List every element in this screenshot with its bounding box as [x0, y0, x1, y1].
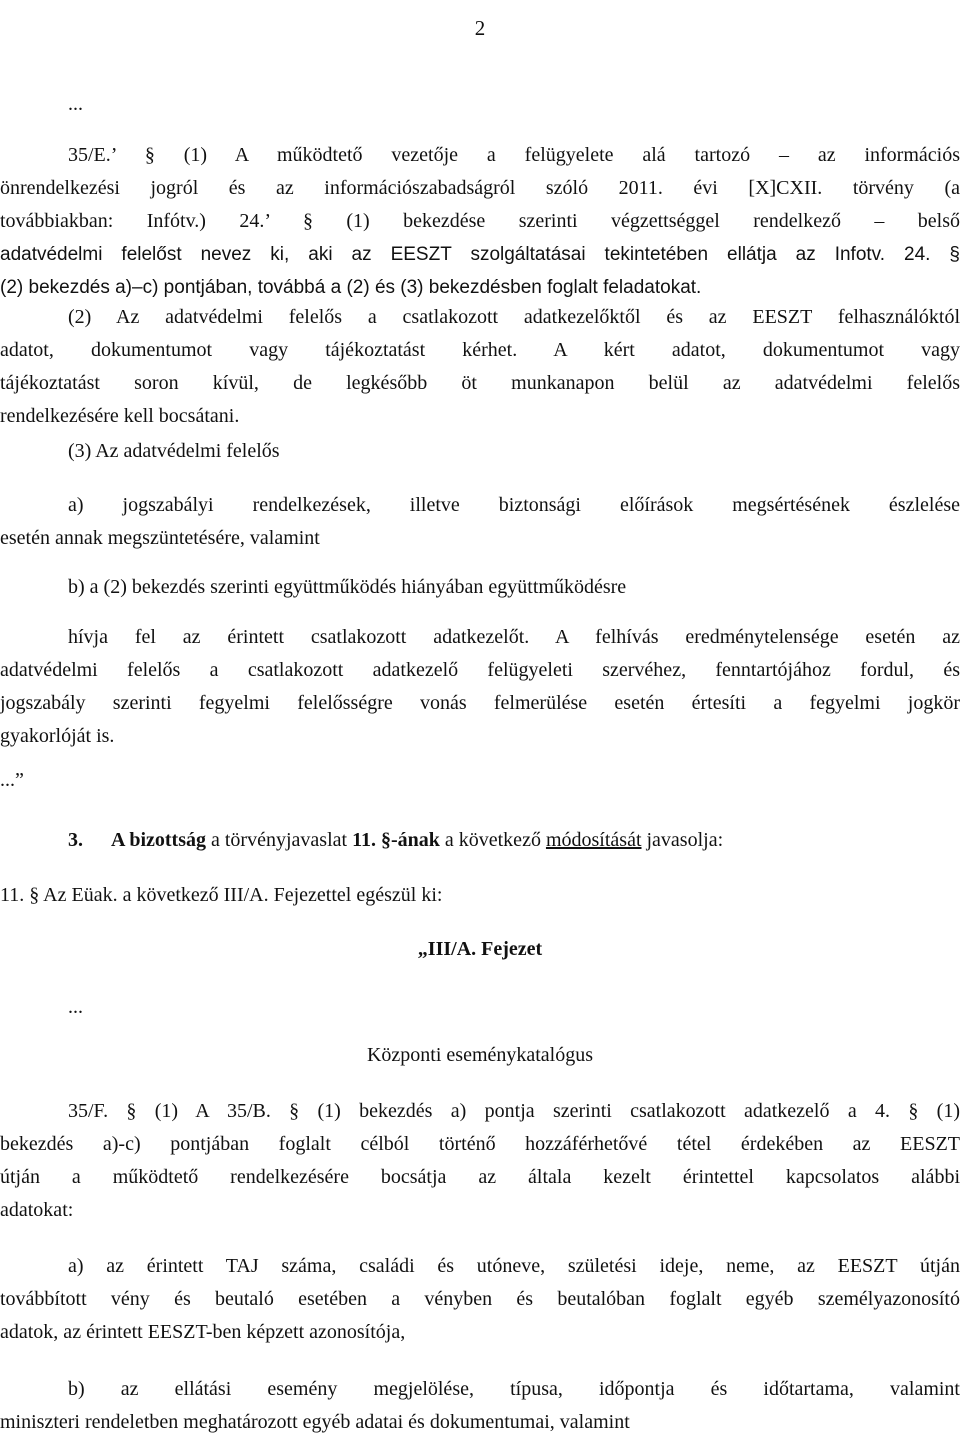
- paragraph-3-point-a: [0, 489, 960, 555]
- paragraph-3-closing: [0, 621, 960, 753]
- closing-quote: ...”: [0, 769, 24, 791]
- paragraph-3-closing-line: gyakorlóját is.: [0, 725, 115, 747]
- point-a-line: a) jogszabályi rendelkezések, illetve biztonsági előírások megsértésének észlelése: [68, 494, 960, 516]
- section-35e-line: 35/E.’ § (1) A működtető vezetője a felügyelete alá tartozó – az információs: [68, 144, 960, 166]
- paragraph-3-closing-line: jogszabály szerinti fegyelmi felelősségre vonás felmerülése esetén értesíti a fegyelmi jogkör: [0, 692, 960, 714]
- item-3-underlined: módosítását: [545, 829, 642, 851]
- list-item-b-line: miniszteri rendeletben meghatározott egyéb adatai és dokumentumai, valamint: [0, 1411, 630, 1433]
- section-35e-line: adatvédelmi felelőst nevez ki, aki az EESZT szolgáltatásai tekintetében ellátja az Infotv. 24. §: [0, 244, 960, 265]
- list-item-a-line: adatok, az érintett EESZT-ben képzett azonosítója,: [0, 1321, 406, 1343]
- item-3-text: javasolja:: [641, 829, 724, 851]
- item-3-suffix: §-ának: [380, 829, 440, 851]
- item-3: [0, 824, 960, 857]
- list-item-a-line: továbbított vény és beutaló esetében a vényben és beutalóban foglalt egyéb személyazonosító: [0, 1288, 960, 1310]
- paragraph-3-closing-line: adatvédelmi felelős a csatlakozott adatkezelő felügyeleti szervéhez, fenntartójához fordul, és: [0, 659, 960, 681]
- paragraph-2: [0, 301, 960, 433]
- item-3-text: a következő: [439, 829, 546, 851]
- paragraph-2-line: (2) Az adatvédelmi felelős a csatlakozott adatkezelőktől és az EESZT felhasználóktól: [68, 306, 960, 328]
- list-item-a-line: a) az érintett TAJ száma, családi és utóneve, születési ideje, neme, az EESZT útján: [68, 1255, 960, 1277]
- paragraph-2-line: rendelkezésére kell bocsátani.: [0, 405, 240, 427]
- paragraph-3-heading-text: (3) Az adatvédelmi felelős: [68, 440, 280, 462]
- list-item-a: [0, 1250, 960, 1349]
- item-3-number: 3.: [68, 829, 83, 851]
- ellipsis-top: ...: [68, 93, 83, 115]
- paragraph-3-heading: [0, 435, 960, 468]
- list-item-b: [0, 1373, 960, 1439]
- item-3-line: [0, 824, 960, 857]
- section-35e: [0, 139, 960, 304]
- page-number: 2: [474, 16, 486, 40]
- section-35f-line: bekezdés a)-c) pontjában foglalt célból történő hozzáférhetővé tétel érdekében az EESZT: [0, 1133, 960, 1155]
- point-a-line: esetén annak megszüntetésére, valamint: [0, 527, 320, 549]
- chapter-title: „III/A. Fejezet: [417, 938, 543, 960]
- section-35e-line: (2) bekezdés a)–c) pontjában, továbbá a (2) és (3) bekezdésben foglalt feladatokat.: [0, 277, 702, 298]
- paragraph-2-line: tájékoztatást soron kívül, de legkésőbb öt munkanapon belül az adatvédelmi felelős: [0, 372, 960, 394]
- ellipsis-middle: ...: [68, 996, 83, 1018]
- section-35f-line: 35/F. § (1) A 35/B. § (1) bekezdés a) pontja szerinti csatlakozott adatkezelő a 4. § (1): [68, 1100, 960, 1122]
- section-35e-line: önrendelkezési jogról és az információszabadságról szóló 2011. évi [X]CXII. törvény (a: [0, 177, 960, 199]
- list-item-b-line: b) az ellátási esemény megjelölése, típusa, időpontja és időtartama, valamint: [68, 1378, 960, 1400]
- chapter-subtitle: Központi eseménykatalógus: [366, 1044, 594, 1066]
- section-11: [0, 879, 960, 912]
- item-3-subject: A bizottság: [111, 829, 206, 851]
- section-35f-line: adatokat:: [0, 1199, 74, 1221]
- section-11-text: 11. § Az Eüak. a következő III/A. Fejezettel egészül ki:: [0, 884, 443, 906]
- paragraph-2-line: adatot, dokumentumot vagy tájékoztatást kérhet. A kért adatot, dokumentumot vagy: [0, 339, 960, 361]
- section-35e-line: továbbiakban: Infótv.) 24.’ § (1) bekezdése szerinti végzettséggel rendelkező – belső: [0, 210, 960, 232]
- paragraph-3-closing-line: hívja fel az érintett csatlakozott adatkezelőt. A felhívás eredménytelensége esetén az: [68, 626, 960, 648]
- item-3-text: a törvényjavaslat: [206, 829, 353, 851]
- section-35f: [0, 1095, 960, 1227]
- point-b-line: b) a (2) bekezdés szerinti együttműködés hiányában együttműködésre: [68, 576, 627, 598]
- paragraph-3-point-b: [0, 571, 960, 604]
- section-35f-line: útján a működtető rendelkezésére bocsátja az általa kezelt érintettel kapcsolatos alábbi: [0, 1166, 960, 1188]
- item-3-reference: 11.: [352, 829, 376, 851]
